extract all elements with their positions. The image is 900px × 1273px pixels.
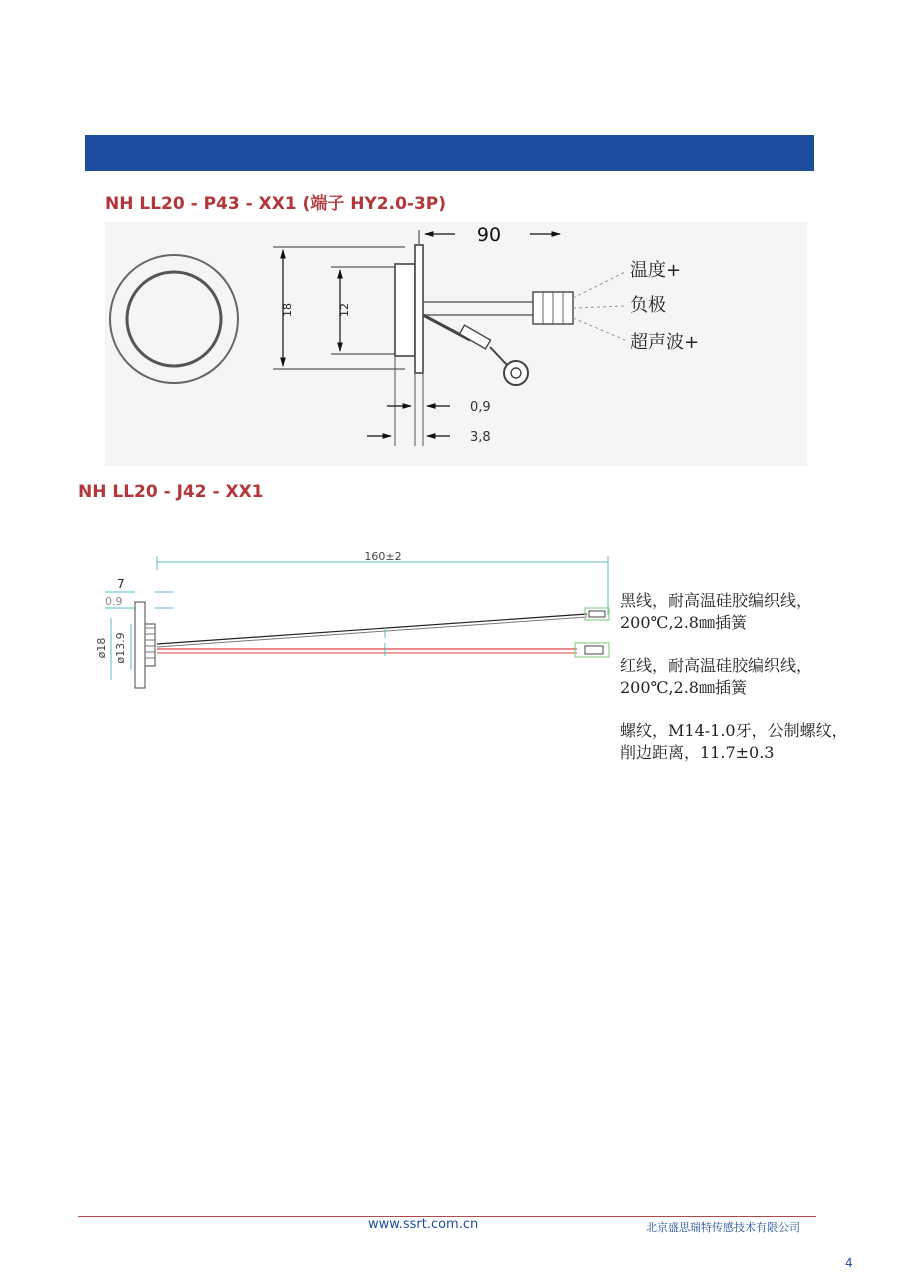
dim-outer-diameter-2: ø18 bbox=[95, 637, 108, 659]
drawing-j42 bbox=[95, 540, 615, 710]
wire-label-temp: 温度+ bbox=[630, 260, 682, 281]
dim-inner-diameter: 12 bbox=[338, 303, 351, 317]
model-title-j42: NH LL20 - J42 - XX1 bbox=[78, 482, 264, 502]
wire-label-ultrasonic: 超声波+ bbox=[630, 332, 700, 353]
drawing-p43 bbox=[105, 222, 807, 466]
note-red-wire bbox=[620, 655, 812, 699]
dim-flange: 0,9 bbox=[470, 400, 491, 415]
dim-length: 90 bbox=[476, 224, 502, 246]
note-black-wire-line1: 黑线，耐高温硅胶编织线， bbox=[620, 591, 813, 610]
sensor-outer-ring bbox=[110, 255, 238, 383]
dim-thread-diameter: ø13.9 bbox=[114, 632, 127, 664]
note-thread bbox=[620, 720, 848, 764]
dim-width: 7 bbox=[117, 577, 125, 591]
section-header-bar bbox=[85, 135, 814, 171]
wire-label-negative: 负极 bbox=[630, 295, 666, 316]
dim-outer-diameter: 18 bbox=[281, 303, 294, 317]
sensor-inner-ring bbox=[127, 272, 221, 366]
dim-cable-length: 160±2 bbox=[364, 550, 402, 563]
note-thread-line1: 螺纹，M14-1.0牙，公制螺纹， bbox=[620, 721, 848, 740]
dim-flange-thickness: 0.9 bbox=[105, 595, 123, 608]
page-number: 4 bbox=[845, 1256, 853, 1270]
note-thread-line2: 削边距离，11.7±0.3 bbox=[620, 743, 775, 762]
note-red-wire-line2: 200℃,2.8㎜插簧 bbox=[620, 678, 747, 697]
footer-website-link[interactable]: www.ssrt.com.cn bbox=[368, 1217, 479, 1232]
note-black-wire-line2: 200℃,2.8㎜插簧 bbox=[620, 613, 747, 632]
footer-company-name: 北京盛思瑞特传感技术有限公司 bbox=[646, 1221, 800, 1234]
note-black-wire bbox=[620, 590, 812, 634]
note-red-wire-line1: 红线，耐高温硅胶编织线， bbox=[620, 656, 813, 675]
model-title-p43: NH LL20 - P43 - XX1 (端子 HY2.0-3P) bbox=[105, 194, 447, 214]
dim-body: 3,8 bbox=[470, 430, 491, 445]
